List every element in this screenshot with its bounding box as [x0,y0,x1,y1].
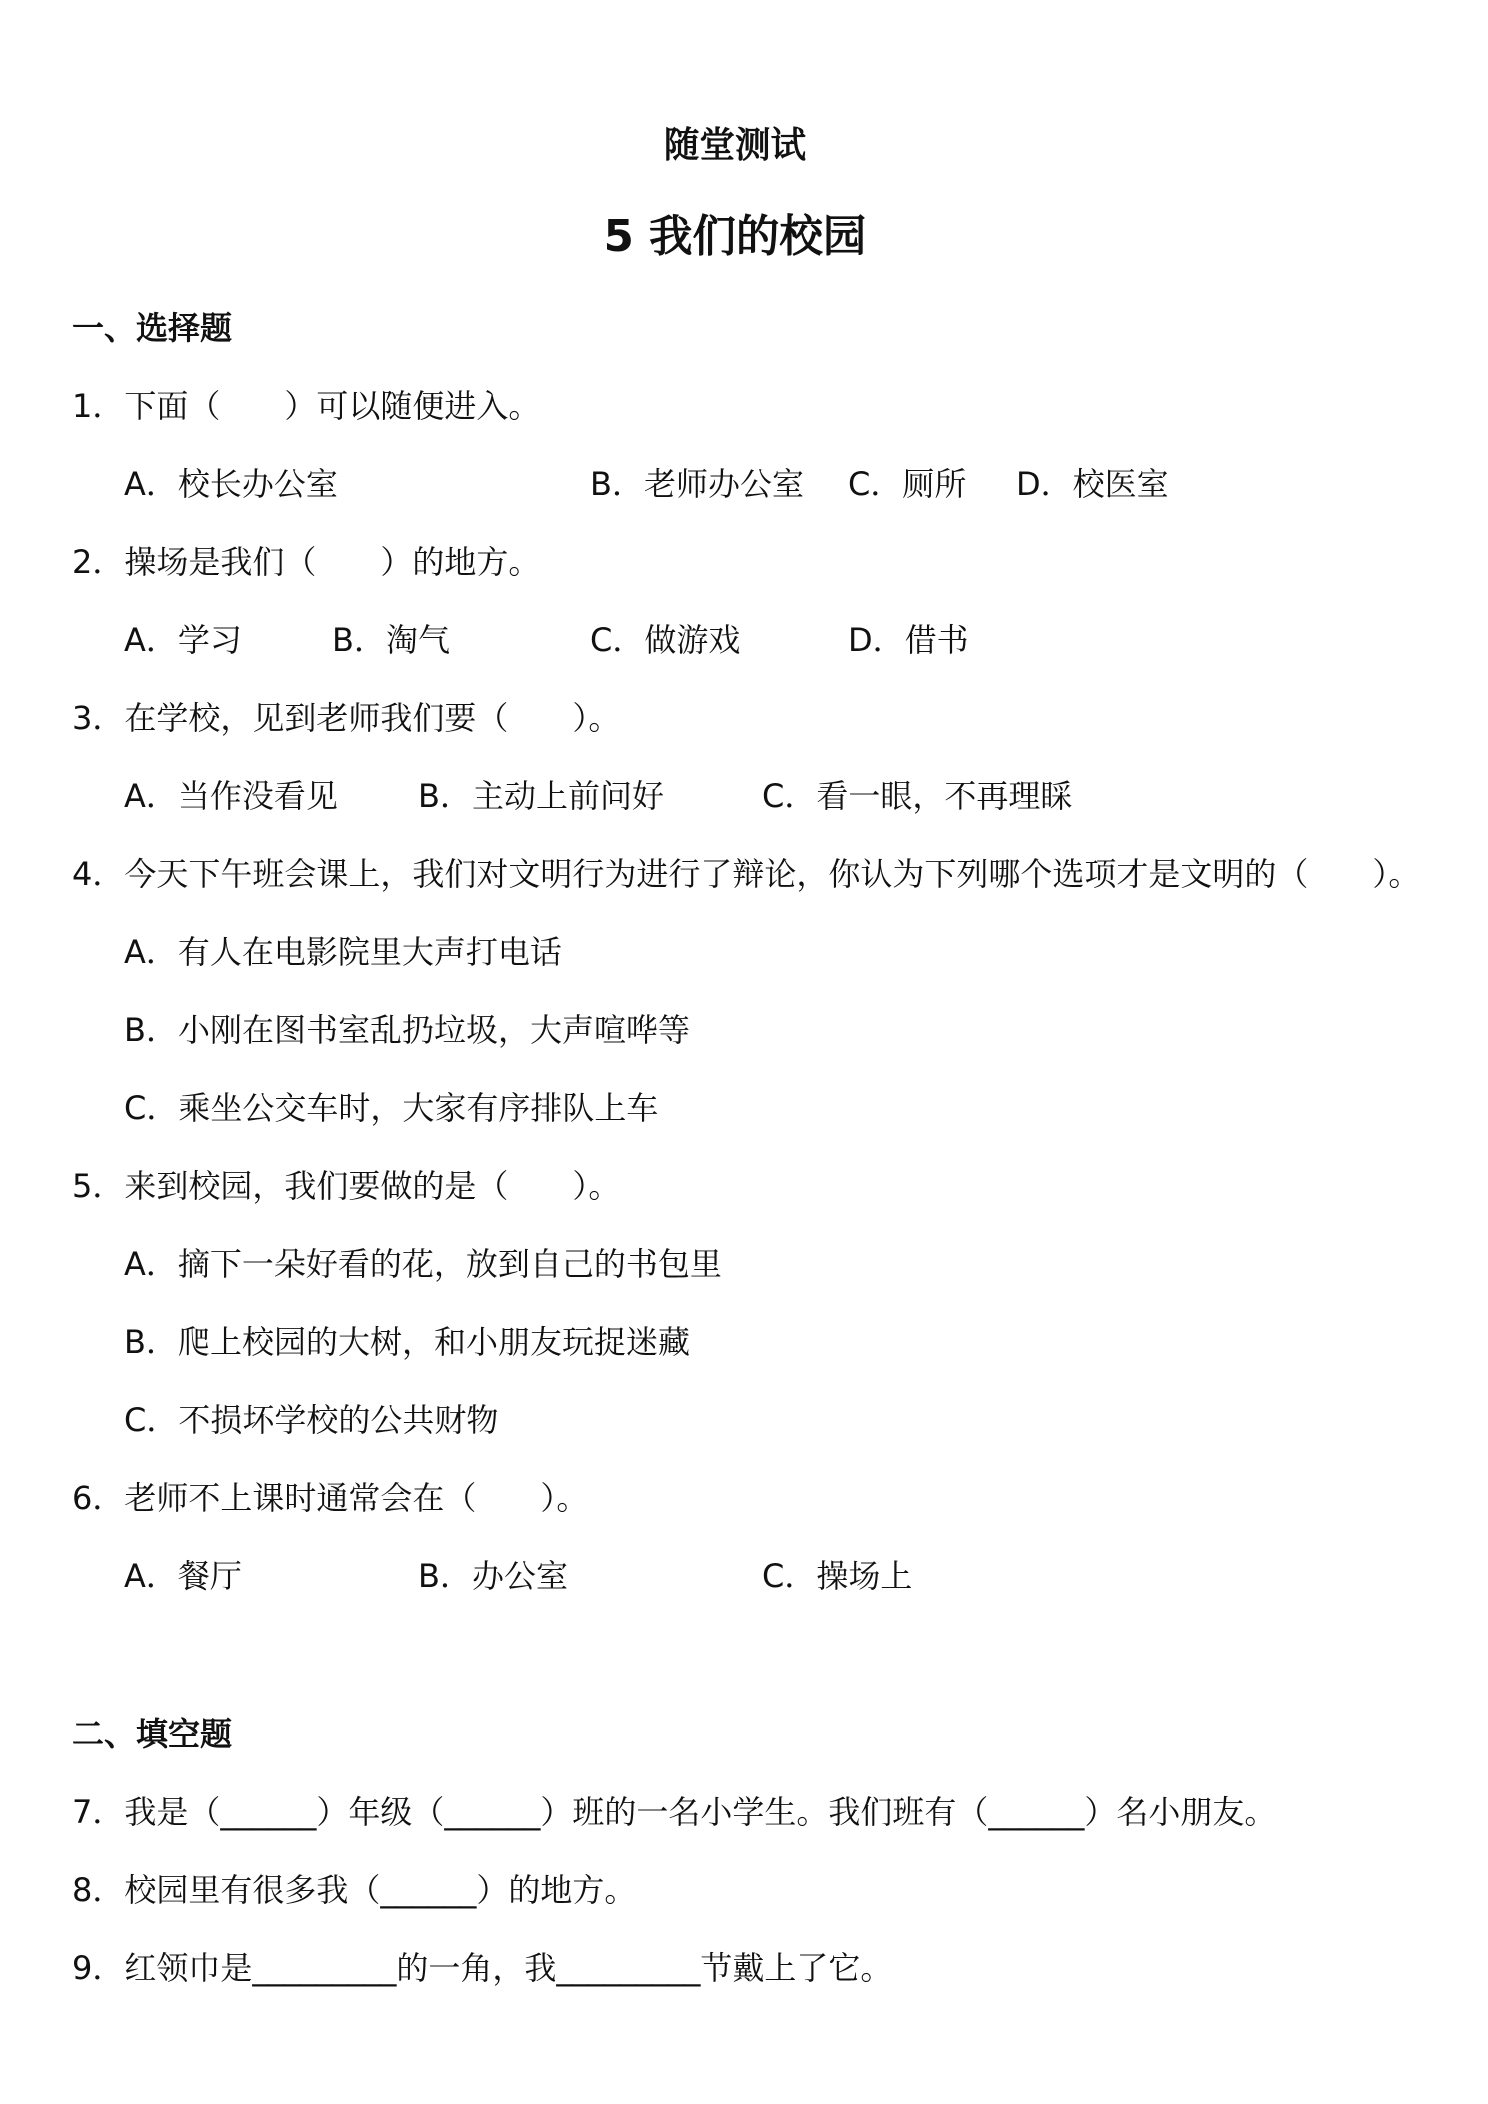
question-5-option-b: B．爬上校园的大树，和小朋友玩捉迷藏 [124,1323,690,1361]
section-heading-fill: 二、填空题 [72,1715,233,1753]
question-5-option-c: C．不损坏学校的公共财物 [124,1401,499,1439]
question-1-option-c: C．厕所 [848,465,967,503]
question-5: 5．来到校园，我们要做的是（ ）。 [72,1167,621,1205]
question-7: 7．我是（______）年级（______）班的一名小学生。我们班有（______）名小朋友。 [72,1793,1277,1831]
question-8: 8．校园里有很多我（______）的地方。 [72,1871,637,1909]
question-6-option-a: A．餐厅 [124,1557,242,1595]
question-9: 9．红领巾是_________的一角，我_________节戴上了它。 [72,1949,893,1987]
question-4-option-b: B．小刚在图书室乱扔垃圾，大声喧哗等 [124,1011,690,1049]
question-2: 2．操场是我们（ ）的地方。 [72,543,541,581]
lesson-title: 5 我们的校园 [603,211,867,262]
question-2-option-a: A．学习 [124,621,242,659]
question-3-option-a: A．当作没看见 [124,777,338,815]
question-2-option-b: B．淘气 [332,621,450,659]
question-1-option-d: D．校医室 [1016,465,1169,503]
question-4-option-a: A．有人在电影院里大声打电话 [124,933,562,971]
question-6: 6．老师不上课时通常会在（ ）。 [72,1479,589,1517]
question-2-option-c: C．做游戏 [590,621,741,659]
question-4-option-c: C．乘坐公交车时，大家有序排队上车 [124,1089,659,1127]
section-heading-choice: 一、选择题 [72,309,233,347]
question-1-option-a: A．校长办公室 [124,465,338,503]
question-3-option-c: C．看一眼，不再理睬 [762,777,1073,815]
page-title: 随堂测试 [663,125,807,166]
question-1: 1．下面（ ）可以随便进入。 [72,387,541,425]
question-3-option-b: B．主动上前问好 [418,777,664,815]
question-6-option-b: B．办公室 [418,1557,568,1595]
question-4: 4．今天下午班会课上，我们对文明行为进行了辩论，你认为下列哪个选项才是文明的（ ）。 [72,855,1421,893]
question-5-option-a: A．摘下一朵好看的花，放到自己的书包里 [124,1245,722,1283]
question-2-option-d: D．借书 [848,621,969,659]
question-1-option-b: B．老师办公室 [590,465,804,503]
question-6-option-c: C．操场上 [762,1557,913,1595]
question-3: 3．在学校，见到老师我们要（ ）。 [72,699,621,737]
